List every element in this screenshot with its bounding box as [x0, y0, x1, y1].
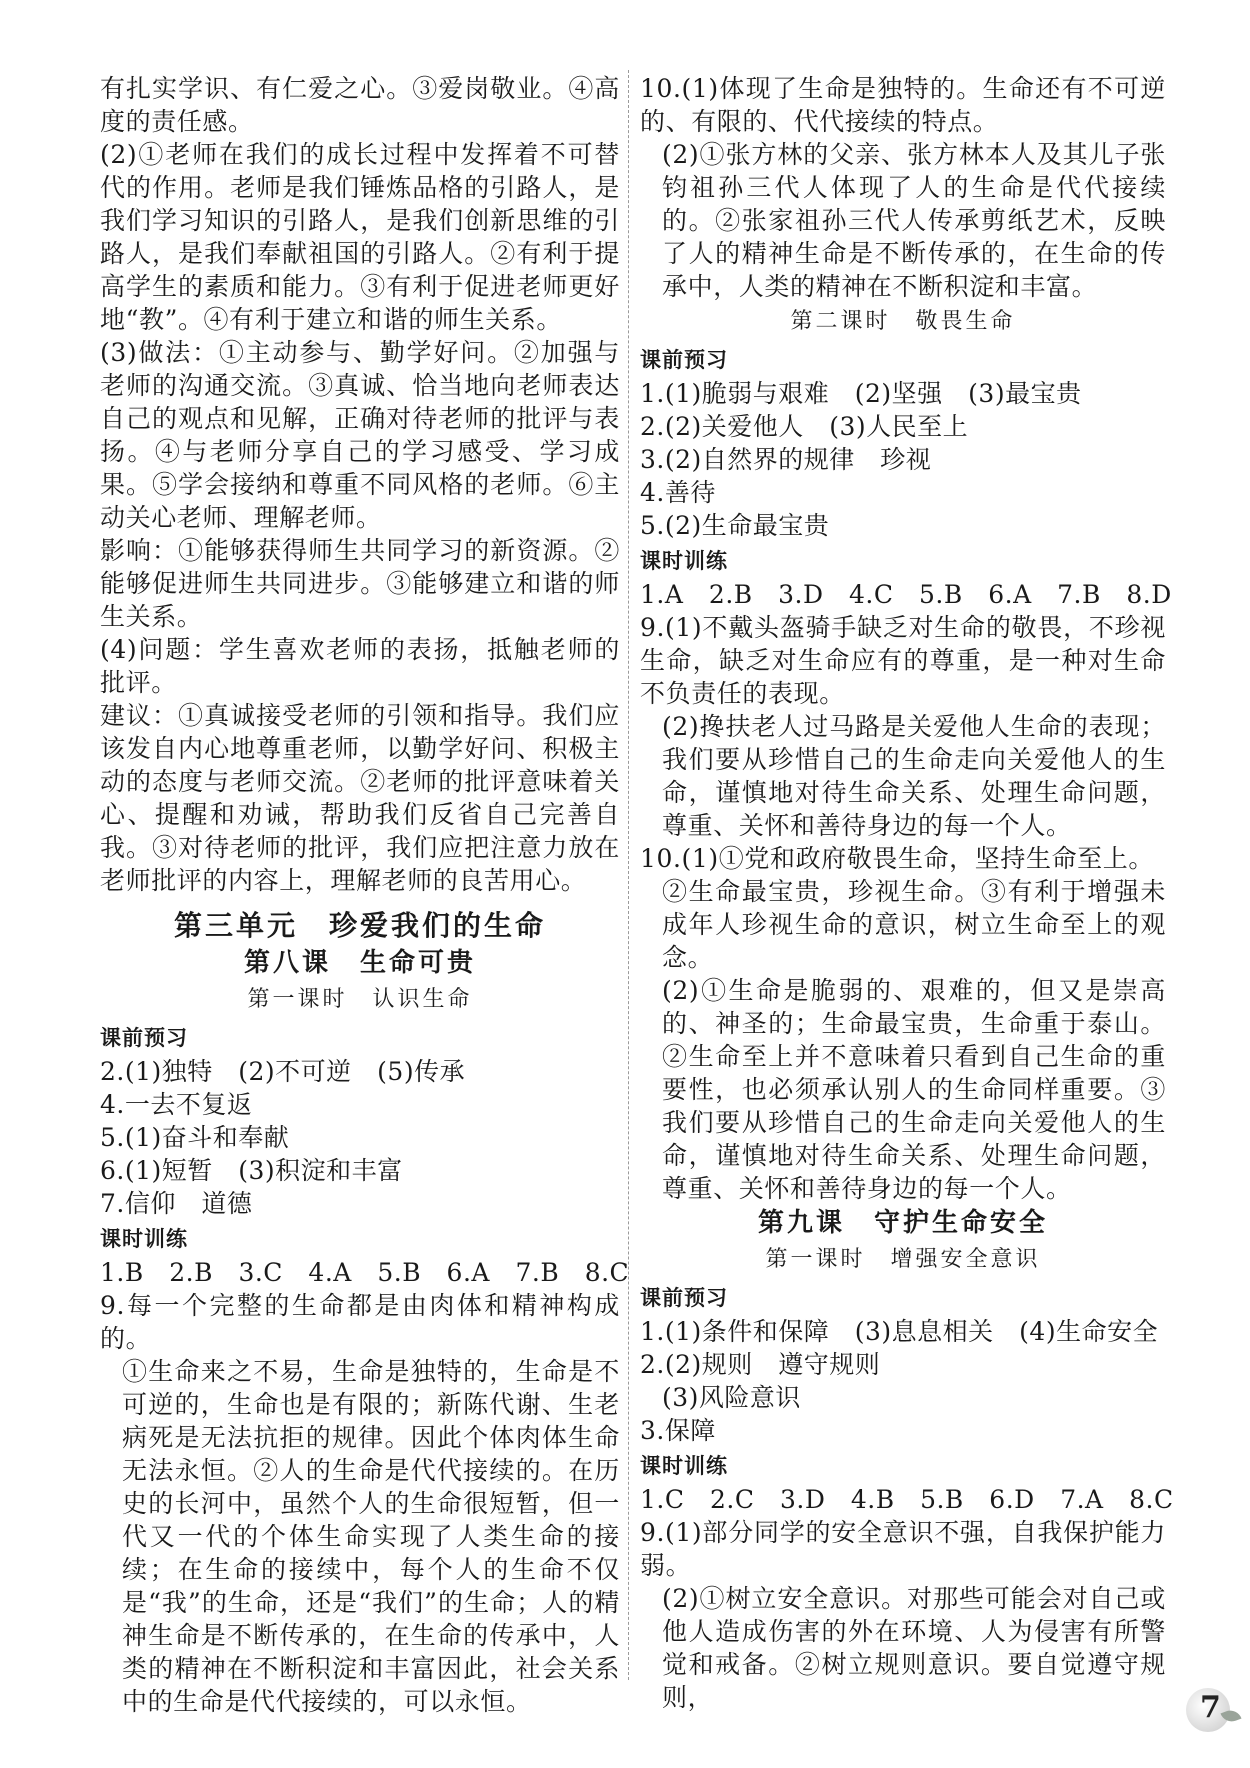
answer-paragraph: (2)①老师在我们的成长过程中发挥着不可替代的作用。老师是我们锤炼品格的引路人，是我们学习知识的引路人，是我们创新思维的引路人，是我们奉献祖国的引路人。②有利于提高学生的素质和能力。③有利于促进老师更好地“教”。④有利于建立和谐的师生关系。: [100, 140, 620, 334]
answer-paragraph: (3)做法：①主动参与、勤学好问。②加强与老师的沟通交流。③真诚、恰当地向老师表达自己的观点和见解，正确对待老师的批评与表扬。④与老师分享自己的学习感受、学习成果。⑤学会接纳和尊重不同风格的老师。⑥主动关心老师、理解老师。: [100, 338, 620, 532]
answer-paragraph: (4)问题：学生喜欢老师的表扬，抵触老师的批评。: [100, 635, 620, 697]
preview-answer: (3)风险意识: [662, 1383, 801, 1412]
choice-answers: 1.C 2.C 3.D 4.B 5.B 6.D 7.A 8.C: [640, 1485, 1174, 1514]
preview-answer: 1.(1)脆弱与艰难 (2)坚强 (3)最宝贵: [640, 379, 1082, 408]
answer-paragraph: 9.每一个完整的生命都是由肉体和精神构成的。: [100, 1291, 620, 1353]
right-column: [640, 72, 1174, 1714]
period-title: 第二课时 敬畏生命: [790, 309, 1016, 334]
preview-answer: 3.保障: [640, 1416, 716, 1445]
answer-paragraph: (2)①树立安全意识。对那些可能会对自己或他人造成伤害的外在环境、人为侵害有所警觉和戒备。②树立规则意识。要自觉遵守规则，: [662, 1584, 1166, 1712]
preview-answer: 2.(2)关爱他人 (3)人民至上: [640, 412, 969, 441]
column-divider: [628, 70, 629, 1680]
preview-answer: 4.善待: [640, 478, 716, 507]
answer-paragraph: ①生命来之不易，生命是独特的，生命是不可逆的，生命也是有限的；新陈代谢、生老病死是无法抗拒的规律。因此个体肉体生命无法永恒。②人的生命是代代接续的。在历史的长河中，虽然个人的生命很短暂，但一代又一代的个体生命实现了人类生命的接续；在生命的接续中，每个人的生命不仅是“我”的生命，还是“我们”的生命；人的精神生命是不断传承的，在生命的传承中，人类的精神在不断积淀和丰富因此，社会关系中的生命是代代接续的，可以永恒。: [122, 1357, 620, 1716]
preview-answer: 3.(2)自然界的规律 珍视: [640, 445, 932, 474]
answer-paragraph: 9.(1)部分同学的安全意识不强，自我保护能力弱。: [640, 1518, 1166, 1580]
lesson-title: 第九课 守护生命安全: [757, 1208, 1048, 1238]
answer-paragraph: (2)①生命是脆弱的、艰难的，但又是崇高的、神圣的；生命最宝贵，生命重于泰山。②生命至上并不意味着只看到自己生命的重要性，也必须承认别人的生命同样重要。③我们要从珍惜自己的生命走向关爱他人的生命，谨慎地对待生命关系、处理生命问题，尊重、关怀和善待身边的每一个人。: [662, 976, 1166, 1203]
answer-paragraph: (2)搀扶老人过马路是关爱他人生命的表现；我们要从珍惜自己的生命走向关爱他人的生命，谨慎地对待生命关系、处理生命问题，尊重、关怀和善待身边的每一个人。: [662, 712, 1166, 840]
section-heading: 课时训练: [640, 1454, 728, 1478]
page-number: 7: [1200, 1690, 1221, 1725]
answer-paragraph: 9.(1)不戴头盔骑手缺乏对生命的敬畏，不珍视生命，缺乏对生命应有的尊重，是一种对生命不负责任的表现。: [640, 613, 1166, 708]
answer-paragraph: 影响：①能够获得师生共同学习的新资源。②能够促进师生共同进步。③能够建立和谐的师生关系。: [100, 536, 620, 631]
preview-answer: 5.(1)奋斗和奉献: [100, 1123, 290, 1152]
choice-answers: 1.B 2.B 3.C 4.A 5.B 6.A 7.B 8.C: [100, 1258, 630, 1287]
section-heading: 课前预习: [640, 348, 728, 372]
answer-paragraph: (2)①张方林的父亲、张方林本人及其儿子张钧祖孙三代人体现了人的生命是代代接续的。②张家祖孙三代人传承剪纸艺术，反映了人的精神生命是不断传承的，在生命的传承中，人类的精神在不断积淀和丰富。: [662, 140, 1166, 301]
section-heading: 课时训练: [640, 549, 728, 573]
preview-answer: 2.(1)独特 (2)不可逆 (5)传承: [100, 1057, 466, 1086]
preview-answer: 2.(2)规则 遵守规则: [640, 1350, 881, 1379]
preview-answer: 6.(1)短暂 (3)积淀和丰富: [100, 1156, 403, 1185]
preview-answer: 1.(1)条件和保障 (3)息息相关 (4)生命安全: [640, 1317, 1159, 1346]
answer-paragraph: 有扎实学识、有仁爱之心。③爱岗敬业。④高度的责任感。: [100, 74, 620, 136]
section-heading: 课前预习: [640, 1286, 728, 1310]
answer-paragraph: 建议：①真诚接受老师的引领和指导。我们应该发自内心地尊重老师，以勤学好问、积极主动的态度与老师交流。②老师的批评意味着关心、提醒和劝诫，帮助我们反省自己完善自我。③对待老师的批评，我们应把注意力放在老师批评的内容上，理解老师的良苦用心。: [100, 701, 620, 895]
left-column: [100, 72, 630, 1718]
section-heading: 课前预习: [100, 1026, 188, 1050]
unit-title: 第三单元 珍爱我们的生命: [173, 909, 546, 942]
preview-answer: 5.(2)生命最宝贵: [640, 511, 830, 540]
lesson-title: 第八课 生命可贵: [243, 948, 476, 978]
answer-paragraph: 10.(1)体现了生命是独特的。生命还有不可逆的、有限的、代代接续的特点。: [640, 74, 1166, 136]
answer-paragraph: ②生命最宝贵，珍视生命。③有利于增强未成年人珍视生命的意识，树立生命至上的观念。: [662, 877, 1166, 972]
answer-paragraph: 10.(1)①党和政府敬畏生命，坚持生命至上。: [640, 844, 1154, 873]
period-title: 第一课时 认识生命: [247, 987, 473, 1012]
choice-answers: 1.A 2.B 3.D 4.C 5.B 6.A 7.B 8.D: [640, 580, 1172, 609]
preview-answer: 7.信仰 道德: [100, 1189, 253, 1218]
section-heading: 课时训练: [100, 1227, 188, 1251]
page-number-badge: [1188, 1684, 1240, 1736]
period-title: 第一课时 增强安全意识: [765, 1247, 1041, 1272]
preview-answer: 4.一去不复返: [100, 1090, 253, 1119]
